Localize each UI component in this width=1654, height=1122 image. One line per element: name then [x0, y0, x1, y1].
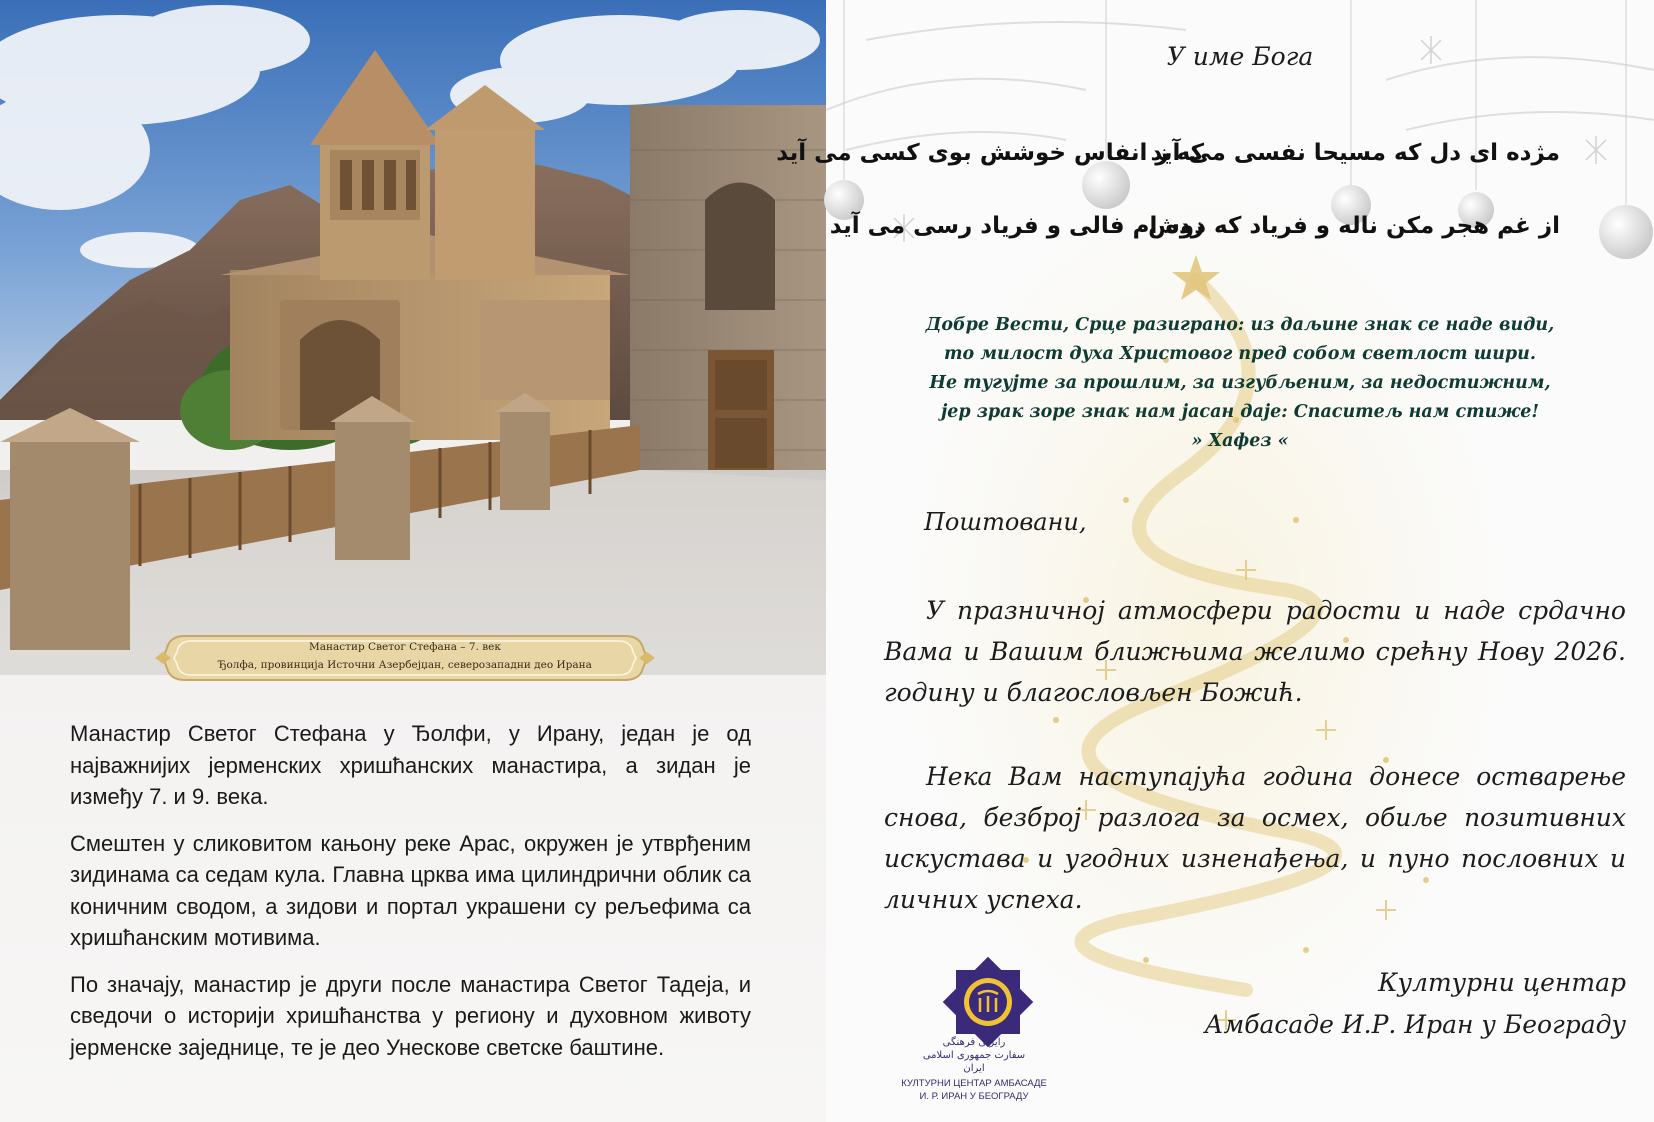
signature-line2: Амбасаде И.Р. Иран у Београду [1204, 1010, 1626, 1039]
persian-verse-line1-right: مژده ای دل که مسیحا نفسی می آید [1150, 140, 1560, 166]
poem-line: то милост духа Христовог пред собом светлост шири. [944, 344, 1536, 364]
logo-persian-line2: سفارت جمهوری اسلامی ایران [922, 1050, 1026, 1074]
description-paragraph-1: Манастир Светог Стефана у Ђолфи, у Ирану, један је од најважнијих јерменских хришћанских манастира, а зидан је између 7. и 9. века. [70, 721, 751, 809]
poem-line: Добре Вести, Срце разиграно: из даљине знак се наде види, [925, 315, 1555, 335]
caption-title: Манастир Светог Стефана – 7. век [309, 641, 501, 653]
monastery-description [70, 718, 751, 1078]
poem-line: Не тугујте за прошлим, за изгубљеним, за недостижним, [929, 373, 1551, 393]
persian-verse-line2-right: از غم هجر مکن ناله و فریاد که دوش [1148, 213, 1560, 239]
logo-persian-text [914, 1036, 1034, 1075]
logo-caption-line1: КУЛТУРНИ ЦЕНТАР АМБАСАДЕ [901, 1078, 1047, 1089]
persian-verse-line2-left: زده ام فالی و فریاد رسی می آید [829, 213, 1204, 239]
logo-persian-line1: رایزنی فرهنگی [942, 1037, 1006, 1048]
poem-translation [826, 311, 1654, 456]
letter-paragraph-2: Нека Вам наступајућа година донесе остварење снова, безброј разлога за осмех, обиље позитивних искустава и угодних изненађења, и пуно пословних и личних успеха. [884, 762, 1626, 914]
left-page [0, 0, 826, 1122]
description-paragraph-3: По значају, манастир је други после манастира Светог Тадеја, и сведочи о историји хришћанства у региону и духовном животу јерменске заједнице, те је део Унескове светске баштине. [70, 971, 751, 1060]
monastery-photo [0, 0, 826, 675]
logo-caption-line2: И. Р. ИРАН У БЕОГРАДУ [919, 1091, 1029, 1102]
caption-location: Ђолфа, провинција Источни Азербејџан, северозападни део Ирана [218, 659, 592, 671]
salutation: Поштовани, [924, 508, 1087, 536]
caption-frame [155, 628, 655, 688]
photo-caption [155, 628, 655, 688]
poem-line: јер зрак зоре знак нам јасан даје: Спаситељ нам стиже! [940, 402, 1540, 422]
heading: У име Бога [1166, 42, 1314, 71]
poem-author: » Хафез « [1191, 431, 1289, 451]
persian-verse-line1-left: که ز انفاس خوشش بوی کسی می آید [776, 140, 1204, 166]
letter-paragraph-1: У празничној атмосфери радости и наде срдачно Вама и Вашим ближњима желимо срећну Нову 2026. годину и благословљен Божић. [884, 596, 1626, 707]
signature-line1: Културни центар [1378, 968, 1626, 997]
right-page [776, 0, 1654, 1122]
description-paragraph-2: Смештен у сликовитом кањону реке Арас, окружен је утврђеним зидинама са седам кула. Главна црква има цилиндрични облик са коничним сводом, а зидови и портал украшени су рељефима са хришћанским мотивима. [70, 830, 751, 950]
